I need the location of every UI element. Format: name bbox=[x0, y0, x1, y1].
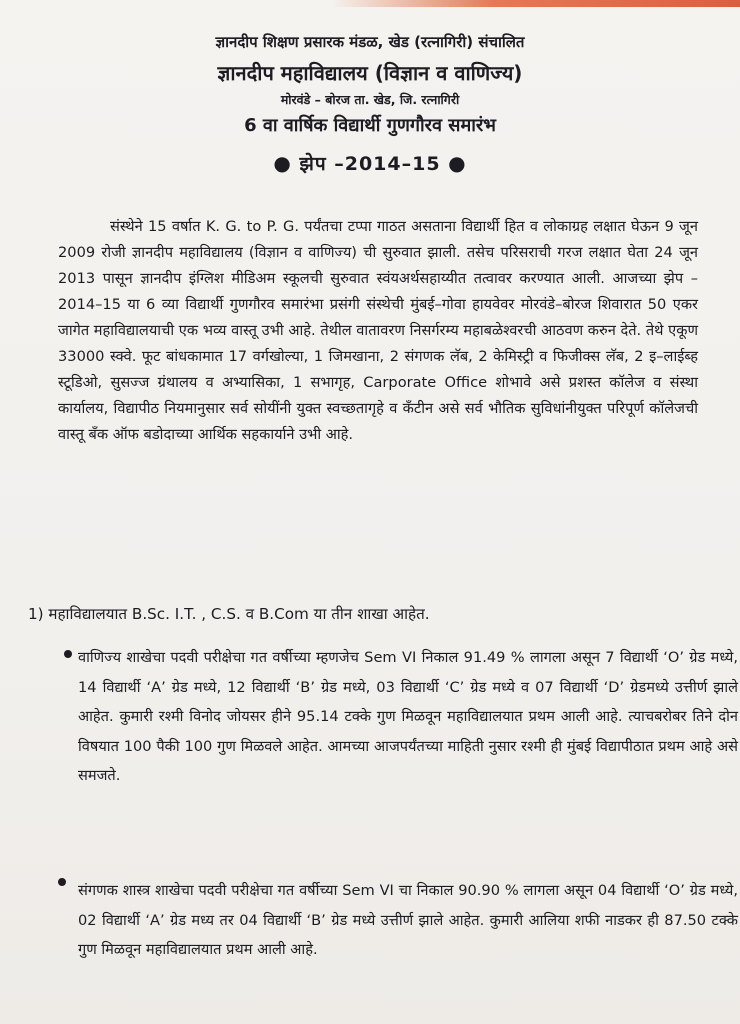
page-edge-shadow bbox=[330, 0, 740, 7]
intro-paragraph-text: संस्थेने 15 वर्षात K. G. to P. G. पर्यंतचा टप्पा गाठत असताना विद्यार्थी हित व लोकाग्रह लक्षात घेऊन 9 जून 2009 रोजी ज्ञानदीप महाविद्यालय (विज्ञान व वाणिज्य) ची सुरुवात झाली. तसेच परिसराची गरज लक्षात घेता 24 जून 2013 पासून ज्ञानदीप इंग्लिश मीडिअम स्कूलची सुरुवात स्वंयअर्थसहाय्यीत तत्वावर करण्यात आली. आजच्या झेप – 2014–15 या 6 व्या विद्यार्थी गुणगौरव समारंभा प्रसंगी संस्थेची मुंबई–गोवा हायवेवर मोरवंडे–बोरज शिवारात 50 एकर जागेत महाविद्यालयाची एक भव्य वास्तू उभी आहे. तेथील वातावरण निसर्गरम्य महाबळेश्वरची आठवण करुन देते. तेथे एकूण 33000 स्क्वे. फूट बांधकामात 17 वर्गखोल्या, 1 जिमखाना, 2 संगणक लॅब, 2 केमिस्ट्री व फिजीक्स लॅब, 2 इ–लाईब्ह स्टूडिओ, सुसज्ज ग्रंथालय व अभ्यासिका, 1 सभागृह, Carporate Office शोभावे असे प्रशस्त कॉलेज व संस्था कार्यालय, विद्यापीठ नियमानुसार सर्व सोयींनी युक्त स्वच्छतागृहे व कॅंटीन असे सर्व भौतिक सुविधांनीयुक्त परिपूर्ण कॉलेजची वास्तू बॅंक ऑफ बडोदाच्या आर्थिक सहकार्याने उभी आहे. bbox=[58, 218, 698, 443]
college-name: ज्ञानदीप महाविद्यालय (विज्ञान व वाणिज्य) bbox=[217, 61, 523, 85]
event-title: 6 वा वार्षिक विद्यार्थी गुणगौरव समारंभ bbox=[244, 115, 496, 136]
event-subtitle-text: झेप –2014–15 bbox=[299, 153, 441, 175]
bullet-icon bbox=[58, 878, 66, 886]
computer-science-result-item: संगणक शास्त्र शाखेचा पदवी परीक्षेचा गत वर्षीच्या Sem VI चा निकाल 90.90 % लागला असून 04 विद्यार्थी ‘O’ ग्रेड मध्ये, 02 विद्यार्थी ‘A’ ग्रेड मध्य तर 04 विद्यार्थी ‘B’ ग्रेड मध्ये उत्तीर्ण झाले आहेत. कुमारी आलिया शफी नाडकर ही 87.50 टक्के गुण मिळवून महाविद्यालयात प्रथम आली आहे. bbox=[78, 882, 738, 958]
bullet-icon: ● bbox=[448, 151, 467, 175]
event-subtitle bbox=[0, 150, 740, 176]
bullet-icon bbox=[64, 650, 72, 658]
bullet-icon: ● bbox=[273, 151, 292, 175]
institution-line: ज्ञानदीप शिक्षण प्रसारक मंडळ, खेड (रत्नागिरी) संचालित bbox=[215, 33, 525, 51]
commerce-result-item: वाणिज्य शाखेचा पदवी परीक्षेचा गत वर्षीच्या म्हणजेच Sem VI निकाल 91.49 % लागला असून 7 विद्यार्थी ‘O’ ग्रेड मध्ये, 14 विद्यार्थी ‘A’ ग्रेड मध्ये, 12 विद्यार्थी ‘B’ ग्रेड मध्ये, 03 विद्यार्थी ‘C’ ग्रेड मध्ये व 07 विद्यार्थी ‘D’ ग्रेडमध्ये उत्तीर्ण झाले आहेत. कुमारी रश्मी विनोद जोयसर हीने 95.14 टक्के गुण मिळवून महाविद्यालयात प्रथम आली आहे. त्याचबरोबर तिने दोन विषयात 100 पैकी 100 गुण मिळवले आहेत. आमच्या आजपर्यंतच्या माहिती नुसार रश्मी ही मुंबई विद्यापीठात प्रथम आहे असे समजते. bbox=[78, 649, 738, 784]
section-heading: 1) महाविद्यालयात B.Sc. I.T. , C.S. व B.Com या तीन शाखा आहेत. bbox=[28, 605, 430, 623]
college-address: मोरवंडे – बोरज ता. खेड, जि. रत्नागिरी bbox=[280, 92, 460, 107]
intro-paragraph bbox=[58, 214, 698, 448]
